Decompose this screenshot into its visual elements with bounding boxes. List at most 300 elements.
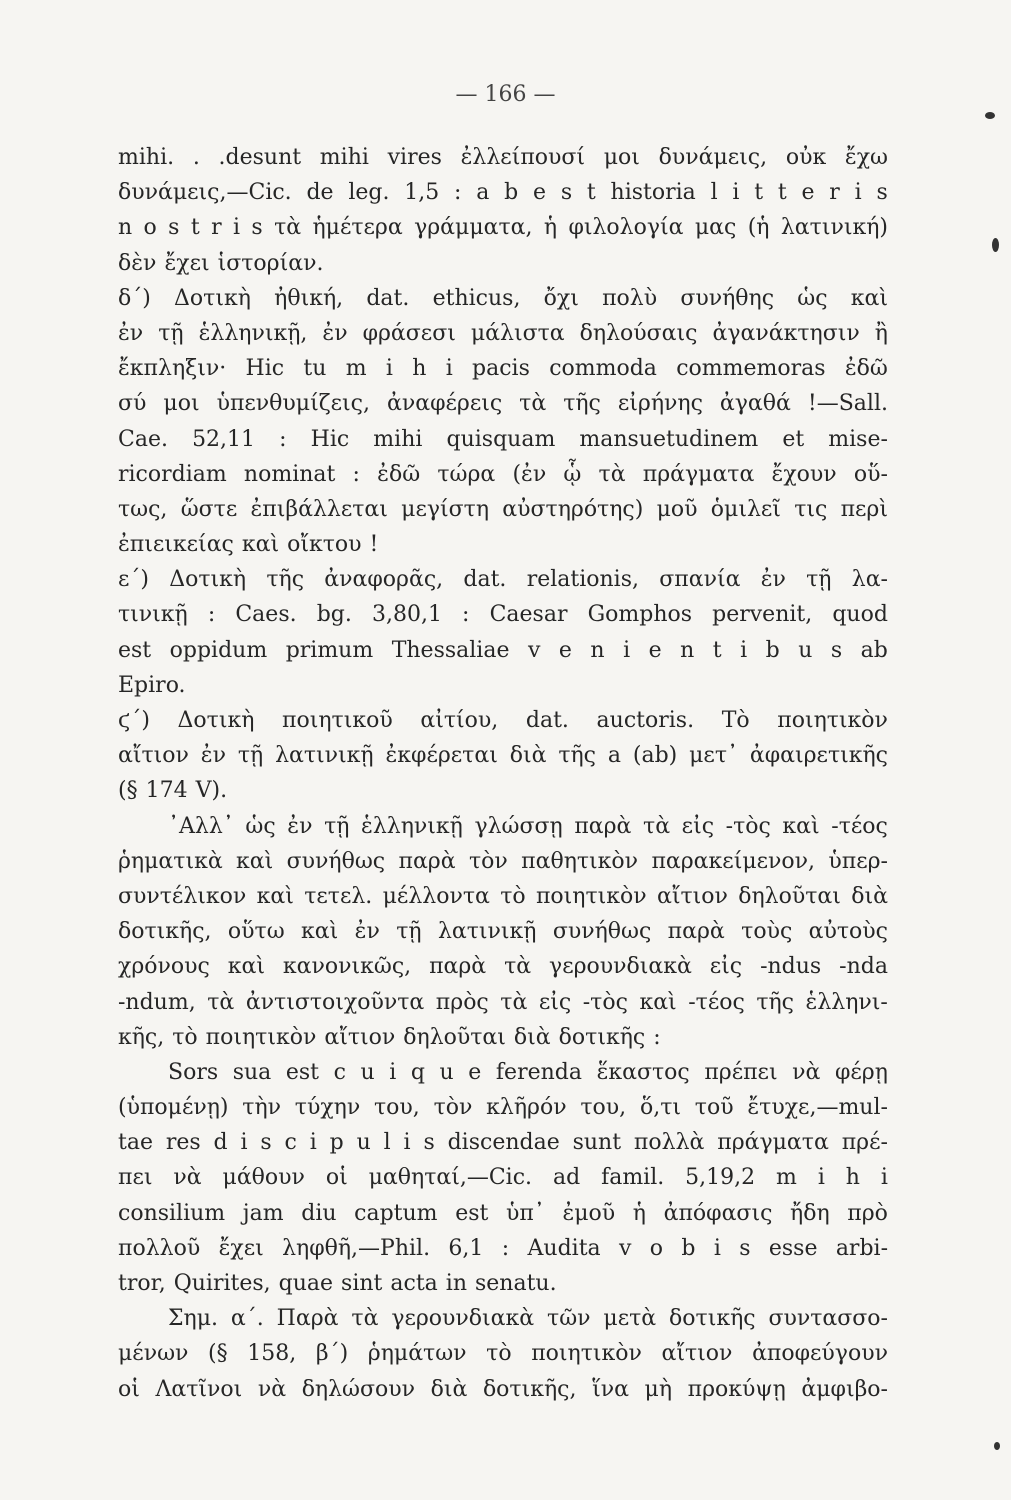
word: παθητικὸν bbox=[521, 848, 639, 874]
word: o bbox=[649, 1235, 664, 1261]
word: τῇ bbox=[324, 813, 350, 839]
word: diu bbox=[301, 1200, 337, 1226]
word: ἐπιβάλλεται bbox=[250, 496, 388, 522]
word: tror, bbox=[118, 1271, 166, 1296]
word: ὡς bbox=[797, 285, 828, 311]
word: in bbox=[445, 1271, 467, 1296]
word: : bbox=[501, 1235, 510, 1261]
word: n bbox=[590, 637, 605, 663]
word: Hic bbox=[245, 356, 285, 382]
word: ἐν bbox=[200, 743, 226, 769]
word: ἑλληνικῇ, bbox=[198, 320, 308, 346]
word: ἐμοῦ bbox=[562, 1200, 616, 1226]
page-number: — 166 — bbox=[455, 82, 556, 107]
word: καὶ bbox=[241, 532, 280, 558]
word: του, bbox=[580, 1095, 627, 1121]
word: τὸ bbox=[172, 1024, 198, 1050]
word: Hic bbox=[310, 426, 350, 452]
word: dat. bbox=[366, 285, 410, 311]
word: εἰς bbox=[709, 954, 743, 980]
word: dat. bbox=[463, 567, 507, 593]
word: τινικῇ bbox=[118, 602, 188, 628]
word: ποιητικὸν bbox=[777, 708, 888, 733]
word: τὸν bbox=[468, 848, 508, 874]
word: δ´) bbox=[118, 285, 151, 311]
word: τῆς bbox=[563, 391, 601, 417]
word: leg. bbox=[348, 180, 390, 206]
word: συντέλικον bbox=[118, 883, 247, 909]
word: αἴτιον bbox=[118, 743, 189, 769]
word: primum bbox=[285, 637, 374, 663]
word: τὰ bbox=[598, 461, 626, 487]
text-line bbox=[118, 246, 888, 281]
word: μάλιστα bbox=[470, 320, 565, 346]
word: .desunt bbox=[218, 145, 302, 170]
word: ἡ bbox=[632, 1200, 646, 1226]
word: καὶ bbox=[639, 989, 677, 1015]
word: μας bbox=[694, 215, 737, 241]
word: s bbox=[423, 1130, 435, 1156]
text-line bbox=[118, 1231, 888, 1266]
word: γράμματα, bbox=[414, 215, 533, 241]
word: s bbox=[251, 215, 263, 241]
word: τῆς bbox=[756, 989, 795, 1015]
word: de bbox=[306, 180, 334, 206]
word: u bbox=[439, 1059, 454, 1085]
word: πει bbox=[118, 1165, 153, 1191]
word: Cae. bbox=[118, 426, 168, 452]
word: ἀφαιρετικῆς bbox=[749, 743, 888, 769]
word: l bbox=[710, 180, 718, 206]
word: Δοτικὴ bbox=[169, 567, 247, 593]
word: περὶ bbox=[840, 496, 888, 522]
word: commoda bbox=[549, 356, 657, 382]
text-line bbox=[118, 1372, 888, 1407]
word: μεγίστη bbox=[401, 496, 490, 522]
text-line bbox=[118, 210, 888, 245]
word: i bbox=[389, 1059, 397, 1085]
word: ὅ,τι bbox=[639, 1095, 682, 1121]
word: του, bbox=[374, 1095, 420, 1121]
word: -τέος bbox=[831, 813, 888, 839]
word: mansuetudinem bbox=[579, 426, 759, 452]
word: i bbox=[854, 180, 862, 206]
word: est bbox=[455, 1200, 489, 1226]
word: i bbox=[817, 1165, 825, 1191]
text-line bbox=[118, 140, 888, 175]
word: ἐν bbox=[118, 320, 144, 346]
word: τῶν bbox=[547, 1306, 591, 1332]
word: !—Sall. bbox=[807, 391, 888, 417]
ink-speck bbox=[985, 112, 995, 119]
word: e bbox=[533, 180, 547, 206]
word: φράσεσι bbox=[362, 320, 456, 346]
word: jam bbox=[242, 1200, 284, 1226]
word: τῇ bbox=[806, 567, 832, 593]
word: τοῦ bbox=[694, 1095, 734, 1121]
word: πράγματα bbox=[717, 1130, 829, 1156]
word: -ndus bbox=[760, 954, 822, 980]
text-line bbox=[118, 1336, 888, 1371]
word: ad bbox=[552, 1165, 581, 1191]
word: 52,11 bbox=[192, 426, 256, 452]
word: φέρῃ bbox=[834, 1059, 888, 1085]
word: ἐπιεικείας bbox=[118, 532, 234, 558]
word: Sors bbox=[168, 1059, 219, 1085]
word: ἵνα bbox=[592, 1376, 629, 1402]
word: εἰς bbox=[538, 989, 572, 1015]
word: ἀναφέρεις bbox=[387, 391, 503, 417]
word: mihi bbox=[319, 145, 369, 170]
word: Epiro. bbox=[118, 672, 186, 698]
word: : bbox=[454, 180, 462, 206]
word: αὐστηρότης) bbox=[502, 496, 644, 522]
word: b bbox=[681, 1235, 696, 1261]
word: μετ᾽ bbox=[689, 743, 738, 769]
word: pervenit, bbox=[712, 602, 813, 628]
word: t bbox=[190, 215, 200, 241]
word: -τὸς bbox=[582, 989, 628, 1015]
word: ποιητικὸν bbox=[205, 1024, 317, 1050]
word: τως, bbox=[118, 496, 168, 522]
word: t bbox=[754, 180, 764, 206]
word: n bbox=[118, 215, 133, 241]
word: s bbox=[168, 215, 180, 241]
ink-speck bbox=[992, 238, 999, 252]
word: αἰτίου, bbox=[420, 708, 499, 733]
word: Gomphos bbox=[587, 602, 693, 628]
word: ferenda bbox=[495, 1059, 582, 1085]
word: ὡς bbox=[245, 813, 276, 839]
word: tae bbox=[118, 1130, 153, 1156]
word: quod bbox=[832, 602, 888, 628]
word: ῥημάτων bbox=[367, 1341, 467, 1367]
word: καὶ bbox=[227, 954, 265, 980]
word: δοτικῆς bbox=[669, 1306, 756, 1332]
word: ε´) bbox=[118, 567, 149, 593]
word: κλῆρόν bbox=[486, 1095, 567, 1121]
word: mihi. bbox=[118, 145, 175, 170]
word: 5,19,2 bbox=[685, 1165, 756, 1191]
text-line bbox=[118, 386, 888, 421]
word: ἡ bbox=[543, 215, 558, 241]
word: -ndum, bbox=[118, 989, 196, 1015]
word: r bbox=[829, 180, 840, 206]
word: ποιητικὸν bbox=[531, 1341, 642, 1367]
text-line bbox=[118, 1266, 888, 1301]
word: Caes. bbox=[235, 602, 297, 628]
body-text bbox=[118, 140, 888, 1407]
word: αὐτοὺς bbox=[808, 919, 888, 945]
word: i bbox=[740, 637, 748, 663]
word: τώρα bbox=[437, 461, 496, 487]
word: bg. bbox=[316, 602, 352, 628]
word: ῥηματικὰ bbox=[118, 848, 223, 874]
word: historia bbox=[610, 180, 696, 206]
word: (ἐν bbox=[512, 461, 547, 487]
word: ληφθῆ,—Phil. bbox=[282, 1235, 431, 1261]
word: e bbox=[648, 637, 662, 663]
word: ἐδῶ bbox=[844, 356, 888, 382]
word: u bbox=[360, 1059, 375, 1085]
word: ἔχει bbox=[164, 250, 210, 276]
word: Δοτικὴ bbox=[177, 708, 255, 733]
word: mihi bbox=[373, 426, 423, 452]
word: δηλούσαις bbox=[579, 320, 698, 346]
word: ἐν bbox=[287, 813, 313, 839]
word: οἱ bbox=[118, 1376, 140, 1402]
word: ἔτυχε,—mul- bbox=[747, 1095, 888, 1121]
word: α´. bbox=[230, 1306, 264, 1332]
word: τὰ bbox=[500, 989, 528, 1015]
word: (§ bbox=[208, 1341, 228, 1367]
word: δυνάμεις, bbox=[658, 145, 768, 170]
word: δὲν bbox=[118, 250, 157, 276]
word: πολὺ bbox=[602, 285, 658, 311]
word: u bbox=[356, 1130, 371, 1156]
word: Δοτικὴ bbox=[174, 285, 251, 311]
word: πρὸ bbox=[847, 1200, 888, 1226]
word: μοι bbox=[163, 391, 200, 417]
word: i bbox=[732, 180, 740, 206]
word: Παρὰ bbox=[276, 1306, 339, 1332]
word: famil. bbox=[601, 1165, 665, 1191]
text-line bbox=[118, 738, 888, 773]
word: ἀναφορᾶς, bbox=[324, 567, 444, 593]
word: Thessaliae bbox=[391, 637, 510, 663]
word: καὶ bbox=[301, 919, 339, 945]
word: τὰ bbox=[519, 391, 547, 417]
word: V). bbox=[195, 778, 228, 804]
word: ἔχουν bbox=[771, 461, 837, 487]
word: ἕκαστος bbox=[596, 1059, 690, 1085]
word: αἴτιον bbox=[661, 1341, 733, 1367]
text-line bbox=[118, 281, 888, 316]
word: 158, bbox=[247, 1341, 297, 1367]
word: συνήθως bbox=[552, 919, 652, 945]
text-line bbox=[118, 1125, 888, 1160]
word: λατινική) bbox=[780, 215, 888, 241]
word: νὰ bbox=[257, 1376, 287, 1402]
word: i bbox=[240, 1130, 248, 1156]
word: τύχην bbox=[294, 1095, 361, 1121]
word: τὸ bbox=[486, 1341, 512, 1367]
word: μάθουν bbox=[222, 1165, 305, 1191]
word: διὰ bbox=[430, 1376, 468, 1402]
word: ἐκφέρεται bbox=[385, 743, 498, 769]
text-line bbox=[118, 879, 888, 914]
word: nominat bbox=[243, 461, 336, 487]
word: λα- bbox=[851, 567, 888, 593]
ink-speck bbox=[994, 1442, 1000, 1450]
word: τῆς bbox=[558, 743, 596, 769]
word: διὰ bbox=[509, 743, 547, 769]
word: ὁμιλεῖ bbox=[710, 496, 781, 522]
word: διὰ bbox=[513, 1024, 551, 1050]
word: οὕτω bbox=[227, 919, 285, 945]
word: Audita bbox=[527, 1235, 601, 1261]
word: παρὰ bbox=[429, 954, 487, 980]
word: αἴτιον bbox=[657, 883, 728, 909]
word: γερουνδιακὰ bbox=[391, 1306, 535, 1332]
word: ὥστε bbox=[180, 496, 238, 522]
word: : bbox=[207, 602, 216, 628]
word: δυνάμεις,—Cic. bbox=[118, 180, 292, 206]
word: ἤδη bbox=[790, 1200, 830, 1226]
word: vires bbox=[387, 145, 442, 170]
text-line bbox=[118, 1020, 888, 1055]
word: γλώσσῃ bbox=[474, 813, 563, 839]
word: n bbox=[680, 637, 695, 663]
text-line bbox=[118, 175, 888, 210]
word: relationis, bbox=[526, 567, 639, 593]
word: t bbox=[712, 637, 722, 663]
word: i bbox=[623, 637, 631, 663]
word: p bbox=[329, 1130, 344, 1156]
word: e bbox=[558, 637, 572, 663]
word: μαθηταί,—Cic. bbox=[368, 1165, 533, 1191]
word: τῇ bbox=[158, 320, 184, 346]
word: πρέ- bbox=[841, 1130, 888, 1156]
word: νὰ bbox=[792, 1059, 821, 1085]
word: μὴ bbox=[644, 1376, 673, 1402]
word: συνήθως bbox=[286, 848, 386, 874]
word: Λατῖνοι bbox=[155, 1376, 243, 1402]
word: τὰ bbox=[504, 954, 532, 980]
word: 1,5 bbox=[404, 180, 440, 206]
word: ! bbox=[369, 532, 379, 558]
word: i bbox=[385, 356, 393, 382]
word: senatu. bbox=[475, 1271, 557, 1296]
word: ethicus, bbox=[432, 285, 521, 311]
word: παρακείμενον, bbox=[651, 848, 815, 874]
word: : bbox=[279, 426, 287, 452]
word: συντασσο- bbox=[768, 1306, 888, 1332]
word: ἐν bbox=[322, 320, 348, 346]
text-line bbox=[118, 351, 888, 386]
word: καὶ bbox=[850, 285, 888, 311]
word: οὕ- bbox=[853, 461, 888, 487]
word: ἔκπληξιν· bbox=[118, 356, 227, 382]
word: r bbox=[211, 215, 222, 241]
word: ἀμφιβο- bbox=[801, 1376, 888, 1402]
word: ἔχει bbox=[218, 1235, 264, 1261]
word: b bbox=[765, 637, 780, 663]
word: s bbox=[876, 180, 888, 206]
word: τὰ bbox=[207, 989, 235, 1015]
word: res bbox=[165, 1130, 201, 1156]
word: -nda bbox=[839, 954, 888, 980]
word: ἀποφεύγουν bbox=[752, 1341, 888, 1367]
word: s bbox=[260, 1130, 272, 1156]
word: u bbox=[798, 637, 813, 663]
word: β´) bbox=[315, 1341, 349, 1367]
word: οἴκτου bbox=[287, 532, 362, 558]
word: ᾧ bbox=[563, 461, 582, 487]
word: οἱ bbox=[325, 1165, 348, 1191]
word: οὐκ bbox=[785, 145, 827, 170]
word: ποιητικὸν bbox=[535, 883, 647, 909]
word: τὰ bbox=[643, 813, 671, 839]
word: ἐλλείπουσί bbox=[460, 145, 586, 170]
word: o bbox=[143, 215, 157, 241]
word: arbi- bbox=[835, 1235, 888, 1261]
word: dat. bbox=[525, 708, 569, 733]
word: t bbox=[777, 180, 787, 206]
word: κανονικῶς, bbox=[282, 954, 412, 980]
word: δηλώσουν bbox=[301, 1376, 416, 1402]
word: τὴν bbox=[242, 1095, 282, 1121]
word: τῇ bbox=[237, 743, 264, 769]
word: m bbox=[776, 1165, 797, 1191]
word: τὰ bbox=[351, 1306, 379, 1332]
text-line bbox=[118, 597, 888, 632]
word: χρόνους bbox=[118, 954, 210, 980]
word: ἀγαθά bbox=[719, 391, 791, 417]
word: προκύψῃ bbox=[687, 1376, 786, 1402]
word: ἢ bbox=[874, 320, 888, 346]
word: acta bbox=[390, 1271, 438, 1296]
text-line bbox=[118, 562, 888, 597]
word: σπανία bbox=[659, 567, 741, 593]
word: e bbox=[801, 180, 815, 206]
word: καὶ bbox=[782, 813, 820, 839]
word: Τὸ bbox=[721, 708, 750, 733]
word: mise- bbox=[828, 426, 888, 452]
word: i bbox=[880, 1165, 888, 1191]
word: μοι bbox=[603, 145, 640, 170]
word: τὰ bbox=[274, 215, 302, 241]
text-line bbox=[118, 1196, 888, 1231]
word: Σημ. bbox=[168, 1306, 219, 1332]
word: sua bbox=[232, 1059, 272, 1085]
word: ἀγανάκτησιν bbox=[712, 320, 860, 346]
word: a bbox=[607, 743, 621, 769]
word: σύ bbox=[118, 391, 147, 417]
word: τῆς bbox=[266, 567, 305, 593]
word: q bbox=[410, 1059, 425, 1085]
word: τετελ. bbox=[304, 883, 373, 909]
word: : bbox=[352, 461, 360, 487]
word: s bbox=[739, 1235, 751, 1261]
word: νὰ bbox=[173, 1165, 202, 1191]
word: πρὸς bbox=[435, 989, 489, 1015]
text-line bbox=[118, 703, 888, 738]
word: μοῦ bbox=[656, 496, 698, 522]
word: i bbox=[232, 215, 241, 241]
word: i bbox=[445, 356, 453, 382]
text-line bbox=[118, 844, 888, 879]
word: oppidum bbox=[169, 637, 268, 663]
word: ricordiam bbox=[118, 461, 227, 487]
word: τὸν bbox=[433, 1095, 473, 1121]
word: : bbox=[653, 1024, 661, 1050]
word: discendae bbox=[447, 1130, 560, 1156]
word: ab bbox=[860, 637, 888, 663]
word: est bbox=[118, 637, 152, 663]
word: δηλοῦται bbox=[403, 1024, 506, 1050]
word: m bbox=[345, 356, 367, 382]
word: καὶ bbox=[236, 848, 274, 874]
word: -τέος bbox=[688, 989, 745, 1015]
word: διὰ bbox=[851, 883, 888, 909]
word: ἐν bbox=[354, 919, 380, 945]
word: b bbox=[504, 180, 519, 206]
text-line bbox=[118, 422, 888, 457]
word: παρὰ bbox=[574, 813, 632, 839]
word: (ab) bbox=[632, 743, 678, 769]
word: δηλοῦται bbox=[738, 883, 841, 909]
